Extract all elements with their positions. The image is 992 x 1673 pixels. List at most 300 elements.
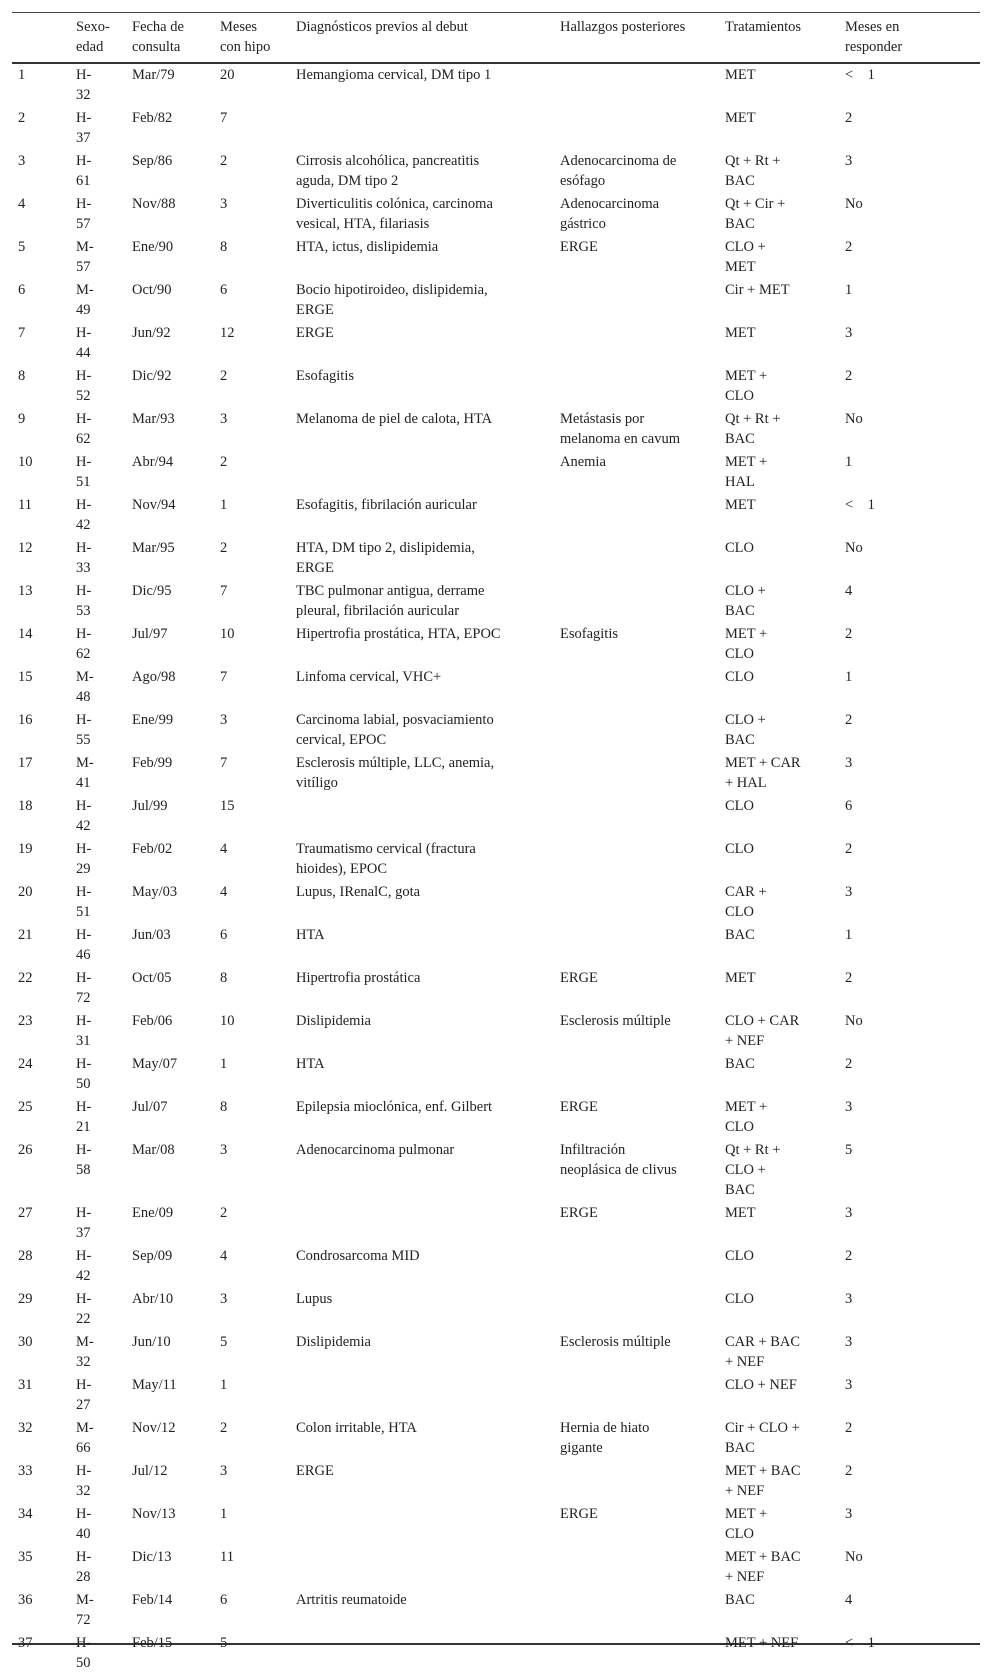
cell-index	[12, 664, 70, 707]
cell-treatments-line: MET	[725, 497, 756, 513]
cell-treatments	[719, 492, 839, 535]
cell-sex-age-line: 28	[76, 1569, 91, 1585]
cell-treatments-line: BAC	[725, 431, 755, 447]
cell-months-line: 2	[220, 1420, 228, 1436]
cell-index-line: 21	[18, 927, 33, 943]
cell-index-line: 19	[18, 841, 33, 857]
cell-index	[12, 277, 70, 320]
cell-sex-age-line: M-	[76, 282, 94, 298]
cell-index-line: 29	[18, 1291, 33, 1307]
cell-treatments-line: Cir + MET	[725, 282, 790, 298]
cell-months	[214, 492, 290, 535]
cell-months	[214, 1200, 290, 1243]
cell-diagnoses	[290, 836, 554, 879]
cell-diagnoses	[290, 191, 554, 234]
cell-sex-age-line: 46	[76, 947, 91, 963]
header-col-sex-age	[70, 12, 126, 62]
cell-findings-line: neoplásica de clivus	[560, 1162, 677, 1178]
cell-months	[214, 1094, 290, 1137]
cell-sex-age-line: H-	[76, 67, 92, 83]
cell-sex-age-line: H-	[76, 540, 92, 556]
cell-findings	[554, 965, 719, 1008]
cell-treatments	[719, 1051, 839, 1094]
cell-response	[839, 1008, 980, 1051]
cell-diagnoses	[290, 1587, 554, 1630]
cell-treatments	[719, 836, 839, 879]
cell-treatments	[719, 707, 839, 750]
cell-response-line: < 1	[845, 497, 875, 513]
cell-diagnoses-line: Lupus, IRenalC, gota	[296, 884, 421, 900]
header-col-index	[12, 12, 70, 62]
cell-treatments	[719, 1137, 839, 1200]
cell-treatments-line: CAR +	[725, 884, 767, 900]
cell-diagnoses-line: vitíligo	[296, 775, 338, 791]
cell-response	[839, 1501, 980, 1544]
cell-index	[12, 1200, 70, 1243]
table-row	[12, 492, 980, 535]
cell-index	[12, 492, 70, 535]
cell-response	[839, 105, 980, 148]
cell-response-line: No	[845, 411, 863, 427]
cell-months-line: 4	[220, 884, 228, 900]
cell-sex-age-line: 72	[76, 990, 91, 1006]
cell-treatments	[719, 1544, 839, 1587]
cell-sex-age	[70, 1200, 126, 1243]
table-row	[12, 191, 980, 234]
table-row	[12, 1501, 980, 1544]
cell-treatments	[719, 363, 839, 406]
table-row	[12, 707, 980, 750]
cell-index	[12, 1137, 70, 1200]
cell-date-line: May/07	[132, 1056, 178, 1072]
cell-index	[12, 191, 70, 234]
cell-response-line: 1	[845, 669, 853, 685]
cell-diagnoses	[290, 105, 554, 148]
cell-index-line: 26	[18, 1142, 33, 1158]
cell-months-line: 20	[220, 67, 235, 83]
cell-diagnoses-line: Melanoma de piel de calota, HTA	[296, 411, 493, 427]
cell-treatments-line: MET +	[725, 454, 768, 470]
cell-date-line: Nov/94	[132, 497, 176, 513]
header-label-line: Hallazgos posteriores	[560, 19, 686, 35]
cell-sex-age-line: H-	[76, 970, 92, 986]
cell-treatments-line: MET + CAR	[725, 755, 801, 771]
cell-response	[839, 449, 980, 492]
cell-date	[126, 1137, 214, 1200]
cell-index	[12, 62, 70, 105]
cell-months-line: 7	[220, 583, 228, 599]
cell-response-line: 3	[845, 1377, 853, 1393]
cell-treatments-line: MET	[725, 259, 756, 275]
cell-treatments	[719, 578, 839, 621]
cell-response-line: 3	[845, 153, 853, 169]
cell-date-line: Dic/95	[132, 583, 172, 599]
cell-findings	[554, 879, 719, 922]
cell-date-line: Nov/12	[132, 1420, 176, 1436]
cell-date	[126, 277, 214, 320]
cell-diagnoses-line: Esofagitis	[296, 368, 354, 384]
cell-response-line: 2	[845, 841, 853, 857]
cell-treatments-line: MET + NEF	[725, 1635, 799, 1651]
cell-months	[214, 965, 290, 1008]
cell-treatments	[719, 1458, 839, 1501]
header-col-date	[126, 12, 214, 62]
cell-treatments	[719, 1200, 839, 1243]
cell-diagnoses-line: Artritis reumatoide	[296, 1592, 407, 1608]
cell-index	[12, 449, 70, 492]
cell-months	[214, 922, 290, 965]
cell-months	[214, 234, 290, 277]
cell-date	[126, 148, 214, 191]
cell-months-line: 7	[220, 669, 228, 685]
cell-treatments-line: MET	[725, 970, 756, 986]
cell-findings	[554, 1243, 719, 1286]
cell-findings-line: melanoma en cavum	[560, 431, 680, 447]
cell-months-line: 5	[220, 1334, 228, 1350]
cell-sex-age	[70, 1094, 126, 1137]
cell-months-line: 6	[220, 282, 228, 298]
cell-response-line: 2	[845, 712, 853, 728]
cell-sex-age-line: M-	[76, 1334, 94, 1350]
cell-response-line: 1	[845, 927, 853, 943]
cell-index-line: 1	[18, 67, 26, 83]
cell-sex-age	[70, 922, 126, 965]
cell-diagnoses	[290, 234, 554, 277]
cell-sex-age-line: 62	[76, 431, 91, 447]
cell-sex-age-line: 29	[76, 861, 91, 877]
cell-sex-age-line: 22	[76, 1311, 91, 1327]
cell-date-line: Ene/99	[132, 712, 174, 728]
cell-response	[839, 406, 980, 449]
cell-index	[12, 922, 70, 965]
cell-treatments	[719, 621, 839, 664]
table-row	[12, 965, 980, 1008]
cell-sex-age	[70, 406, 126, 449]
cell-findings	[554, 320, 719, 363]
cell-diagnoses-line: Traumatismo cervical (fractura	[296, 841, 476, 857]
cell-response-line: 2	[845, 626, 853, 642]
cell-sex-age-line: H-	[76, 927, 92, 943]
table-row	[12, 793, 980, 836]
cell-date-line: Jul/97	[132, 626, 168, 642]
cell-diagnoses-line: HTA, DM tipo 2, dislipidemia,	[296, 540, 475, 556]
cell-date-line: Dic/92	[132, 368, 172, 384]
cell-months	[214, 1501, 290, 1544]
cell-treatments-line: CLO	[725, 540, 754, 556]
cell-date	[126, 836, 214, 879]
cell-diagnoses	[290, 707, 554, 750]
cell-sex-age-line: 62	[76, 646, 91, 662]
cell-diagnoses	[290, 1008, 554, 1051]
table-row	[12, 148, 980, 191]
cell-date-line: Nov/88	[132, 196, 176, 212]
cell-months	[214, 1587, 290, 1630]
cell-treatments-line: MET	[725, 1205, 756, 1221]
cell-date-line: May/03	[132, 884, 178, 900]
cell-months	[214, 1458, 290, 1501]
cell-months	[214, 664, 290, 707]
cell-treatments	[719, 148, 839, 191]
cell-response	[839, 578, 980, 621]
header-label-line: Meses	[220, 19, 258, 35]
cell-months-line: 3	[220, 411, 228, 427]
cell-response-line: 3	[845, 1205, 853, 1221]
cell-treatments-line: Qt + Cir +	[725, 196, 786, 212]
cell-date-line: Oct/05	[132, 970, 172, 986]
cell-sex-age-line: H-	[76, 1549, 92, 1565]
cell-findings-line: Esofagitis	[560, 626, 618, 642]
cell-response	[839, 234, 980, 277]
cell-sex-age	[70, 363, 126, 406]
cell-index	[12, 1415, 70, 1458]
cell-months	[214, 1372, 290, 1415]
cell-treatments	[719, 1587, 839, 1630]
cell-sex-age	[70, 1372, 126, 1415]
cell-response	[839, 1243, 980, 1286]
cell-treatments-line: MET +	[725, 368, 768, 384]
table-row	[12, 879, 980, 922]
cell-months	[214, 836, 290, 879]
cell-diagnoses	[290, 1286, 554, 1329]
cell-diagnoses	[290, 793, 554, 836]
cell-findings	[554, 1094, 719, 1137]
cell-months	[214, 1329, 290, 1372]
table-row	[12, 922, 980, 965]
cell-date	[126, 234, 214, 277]
cell-findings-line: Adenocarcinoma de	[560, 153, 677, 169]
cell-diagnoses-line: Cirrosis alcohólica, pancreatitis	[296, 153, 480, 169]
table-row	[12, 750, 980, 793]
cell-sex-age	[70, 535, 126, 578]
cell-findings	[554, 1372, 719, 1415]
cell-response	[839, 1415, 980, 1458]
cell-diagnoses-line: vesical, HTA, filariasis	[296, 216, 430, 232]
cell-months-line: 8	[220, 1099, 228, 1115]
cell-date-line: Ene/09	[132, 1205, 174, 1221]
cell-date	[126, 105, 214, 148]
cell-date	[126, 879, 214, 922]
cell-sex-age	[70, 965, 126, 1008]
cell-months	[214, 1137, 290, 1200]
cell-date	[126, 449, 214, 492]
cell-sex-age	[70, 578, 126, 621]
cell-findings	[554, 1501, 719, 1544]
cell-treatments-line: CLO	[725, 669, 754, 685]
cell-index	[12, 320, 70, 363]
cell-sex-age	[70, 234, 126, 277]
cell-diagnoses	[290, 1329, 554, 1372]
cell-sex-age-line: 42	[76, 818, 91, 834]
cell-date	[126, 535, 214, 578]
cell-diagnoses	[290, 879, 554, 922]
cell-diagnoses-line: HTA	[296, 1056, 325, 1072]
table-row	[12, 1544, 980, 1587]
cell-months	[214, 406, 290, 449]
cell-response-line: 2	[845, 368, 853, 384]
cell-months	[214, 535, 290, 578]
cell-months-line: 2	[220, 1205, 228, 1221]
cell-months	[214, 449, 290, 492]
cell-date-line: Feb/99	[132, 755, 173, 771]
cell-months-line: 2	[220, 368, 228, 384]
cell-months-line: 1	[220, 1377, 228, 1393]
cell-findings	[554, 922, 719, 965]
cell-months	[214, 1415, 290, 1458]
cell-date	[126, 191, 214, 234]
cell-sex-age-line: H-	[76, 841, 92, 857]
cell-diagnoses-line: Dislipidemia	[296, 1013, 371, 1029]
cell-findings	[554, 492, 719, 535]
cell-index-line: 27	[18, 1205, 33, 1221]
cell-diagnoses-line: hioides), EPOC	[296, 861, 388, 877]
cell-treatments	[719, 1415, 839, 1458]
header-label-line: Tratamientos	[725, 19, 801, 35]
cell-date	[126, 664, 214, 707]
cell-treatments	[719, 1094, 839, 1137]
cell-months-line: 10	[220, 626, 235, 642]
cell-sex-age	[70, 449, 126, 492]
cell-date-line: Mar/95	[132, 540, 175, 556]
cell-sex-age	[70, 191, 126, 234]
cell-response	[839, 707, 980, 750]
cell-response	[839, 664, 980, 707]
cell-response	[839, 1137, 980, 1200]
cell-treatments-line: BAC	[725, 1182, 755, 1198]
header-label-line: Sexo-	[76, 19, 110, 35]
cell-date	[126, 320, 214, 363]
cell-index-line: 5	[18, 239, 26, 255]
cell-index	[12, 1501, 70, 1544]
cell-months	[214, 148, 290, 191]
header-col-months	[214, 12, 290, 62]
cell-treatments	[719, 664, 839, 707]
cell-sex-age-line: H-	[76, 1056, 92, 1072]
cell-months-line: 15	[220, 798, 235, 814]
cell-months-line: 3	[220, 196, 228, 212]
cell-sex-age-line: H-	[76, 884, 92, 900]
cell-findings-line: ERGE	[560, 239, 598, 255]
cell-date-line: Abr/10	[132, 1291, 174, 1307]
cell-index-line: 7	[18, 325, 26, 341]
cell-index	[12, 105, 70, 148]
cell-months	[214, 1051, 290, 1094]
cell-index-line: 35	[18, 1549, 33, 1565]
cell-date	[126, 1051, 214, 1094]
cell-index-line: 28	[18, 1248, 33, 1264]
cell-months-line: 2	[220, 540, 228, 556]
cell-sex-age	[70, 320, 126, 363]
table-row	[12, 836, 980, 879]
cell-index	[12, 148, 70, 191]
cell-index	[12, 1286, 70, 1329]
cell-response	[839, 879, 980, 922]
cell-diagnoses	[290, 1094, 554, 1137]
cell-treatments-line: CLO	[725, 798, 754, 814]
cell-treatments	[719, 750, 839, 793]
cell-months-line: 1	[220, 1506, 228, 1522]
cell-months	[214, 320, 290, 363]
cell-months-line: 6	[220, 927, 228, 943]
cell-treatments-line: BAC	[725, 1440, 755, 1456]
cell-sex-age	[70, 793, 126, 836]
cell-diagnoses	[290, 1243, 554, 1286]
cell-treatments-line: Qt + Rt +	[725, 1142, 781, 1158]
cell-treatments	[719, 62, 839, 105]
header-col-diagnoses	[290, 12, 554, 62]
cell-diagnoses	[290, 492, 554, 535]
cell-diagnoses-line: ERGE	[296, 325, 334, 341]
cell-response-line: 1	[845, 454, 853, 470]
cell-index	[12, 535, 70, 578]
cell-index-line: 36	[18, 1592, 33, 1608]
cell-date-line: Feb/82	[132, 110, 173, 126]
cell-treatments-line: Qt + Rt +	[725, 411, 781, 427]
cell-months-line: 1	[220, 1056, 228, 1072]
cell-response	[839, 1200, 980, 1243]
cell-sex-age	[70, 879, 126, 922]
cell-treatments-line: CLO	[725, 388, 754, 404]
cell-date	[126, 62, 214, 105]
cell-response	[839, 1587, 980, 1630]
cell-diagnoses-line: Hipertrofia prostática	[296, 970, 421, 986]
cell-treatments-line: + NEF	[725, 1569, 765, 1585]
cell-findings	[554, 1544, 719, 1587]
cell-date	[126, 1094, 214, 1137]
cell-treatments-line: Cir + CLO +	[725, 1420, 800, 1436]
cell-months	[214, 1008, 290, 1051]
cell-diagnoses	[290, 535, 554, 578]
cell-treatments-line: BAC	[725, 173, 755, 189]
cell-response-line: 2	[845, 110, 853, 126]
cell-treatments-line: CLO +	[725, 1162, 766, 1178]
cell-index-line: 25	[18, 1099, 33, 1115]
cell-response-line: No	[845, 1013, 863, 1029]
cell-sex-age-line: 42	[76, 517, 91, 533]
table-row	[12, 1243, 980, 1286]
cell-date	[126, 1200, 214, 1243]
cell-findings	[554, 664, 719, 707]
cell-diagnoses-line: Hemangioma cervical, DM tipo 1	[296, 67, 492, 83]
cell-treatments-line: MET +	[725, 626, 768, 642]
cell-index-line: 10	[18, 454, 33, 470]
cell-treatments	[719, 1008, 839, 1051]
cell-response	[839, 1372, 980, 1415]
table-row	[12, 1372, 980, 1415]
cell-index-line: 30	[18, 1334, 33, 1350]
cell-sex-age-line: 72	[76, 1612, 91, 1628]
table-row	[12, 1458, 980, 1501]
cell-response-line: 6	[845, 798, 853, 814]
cell-response	[839, 535, 980, 578]
cell-diagnoses	[290, 664, 554, 707]
cell-diagnoses	[290, 750, 554, 793]
cell-diagnoses	[290, 965, 554, 1008]
cell-response	[839, 1329, 980, 1372]
cell-treatments	[719, 1286, 839, 1329]
cell-findings-line: ERGE	[560, 1205, 598, 1221]
cell-diagnoses	[290, 148, 554, 191]
cell-findings	[554, 1458, 719, 1501]
cell-months	[214, 578, 290, 621]
cell-response	[839, 621, 980, 664]
cell-sex-age-line: H-	[76, 583, 92, 599]
table-row	[12, 1200, 980, 1243]
cell-response-line: 3	[845, 1099, 853, 1115]
cell-diagnoses-line: Adenocarcinoma pulmonar	[296, 1142, 455, 1158]
table-row	[12, 105, 980, 148]
cell-sex-age-line: 21	[76, 1119, 91, 1135]
cell-sex-age-line: H-	[76, 798, 92, 814]
